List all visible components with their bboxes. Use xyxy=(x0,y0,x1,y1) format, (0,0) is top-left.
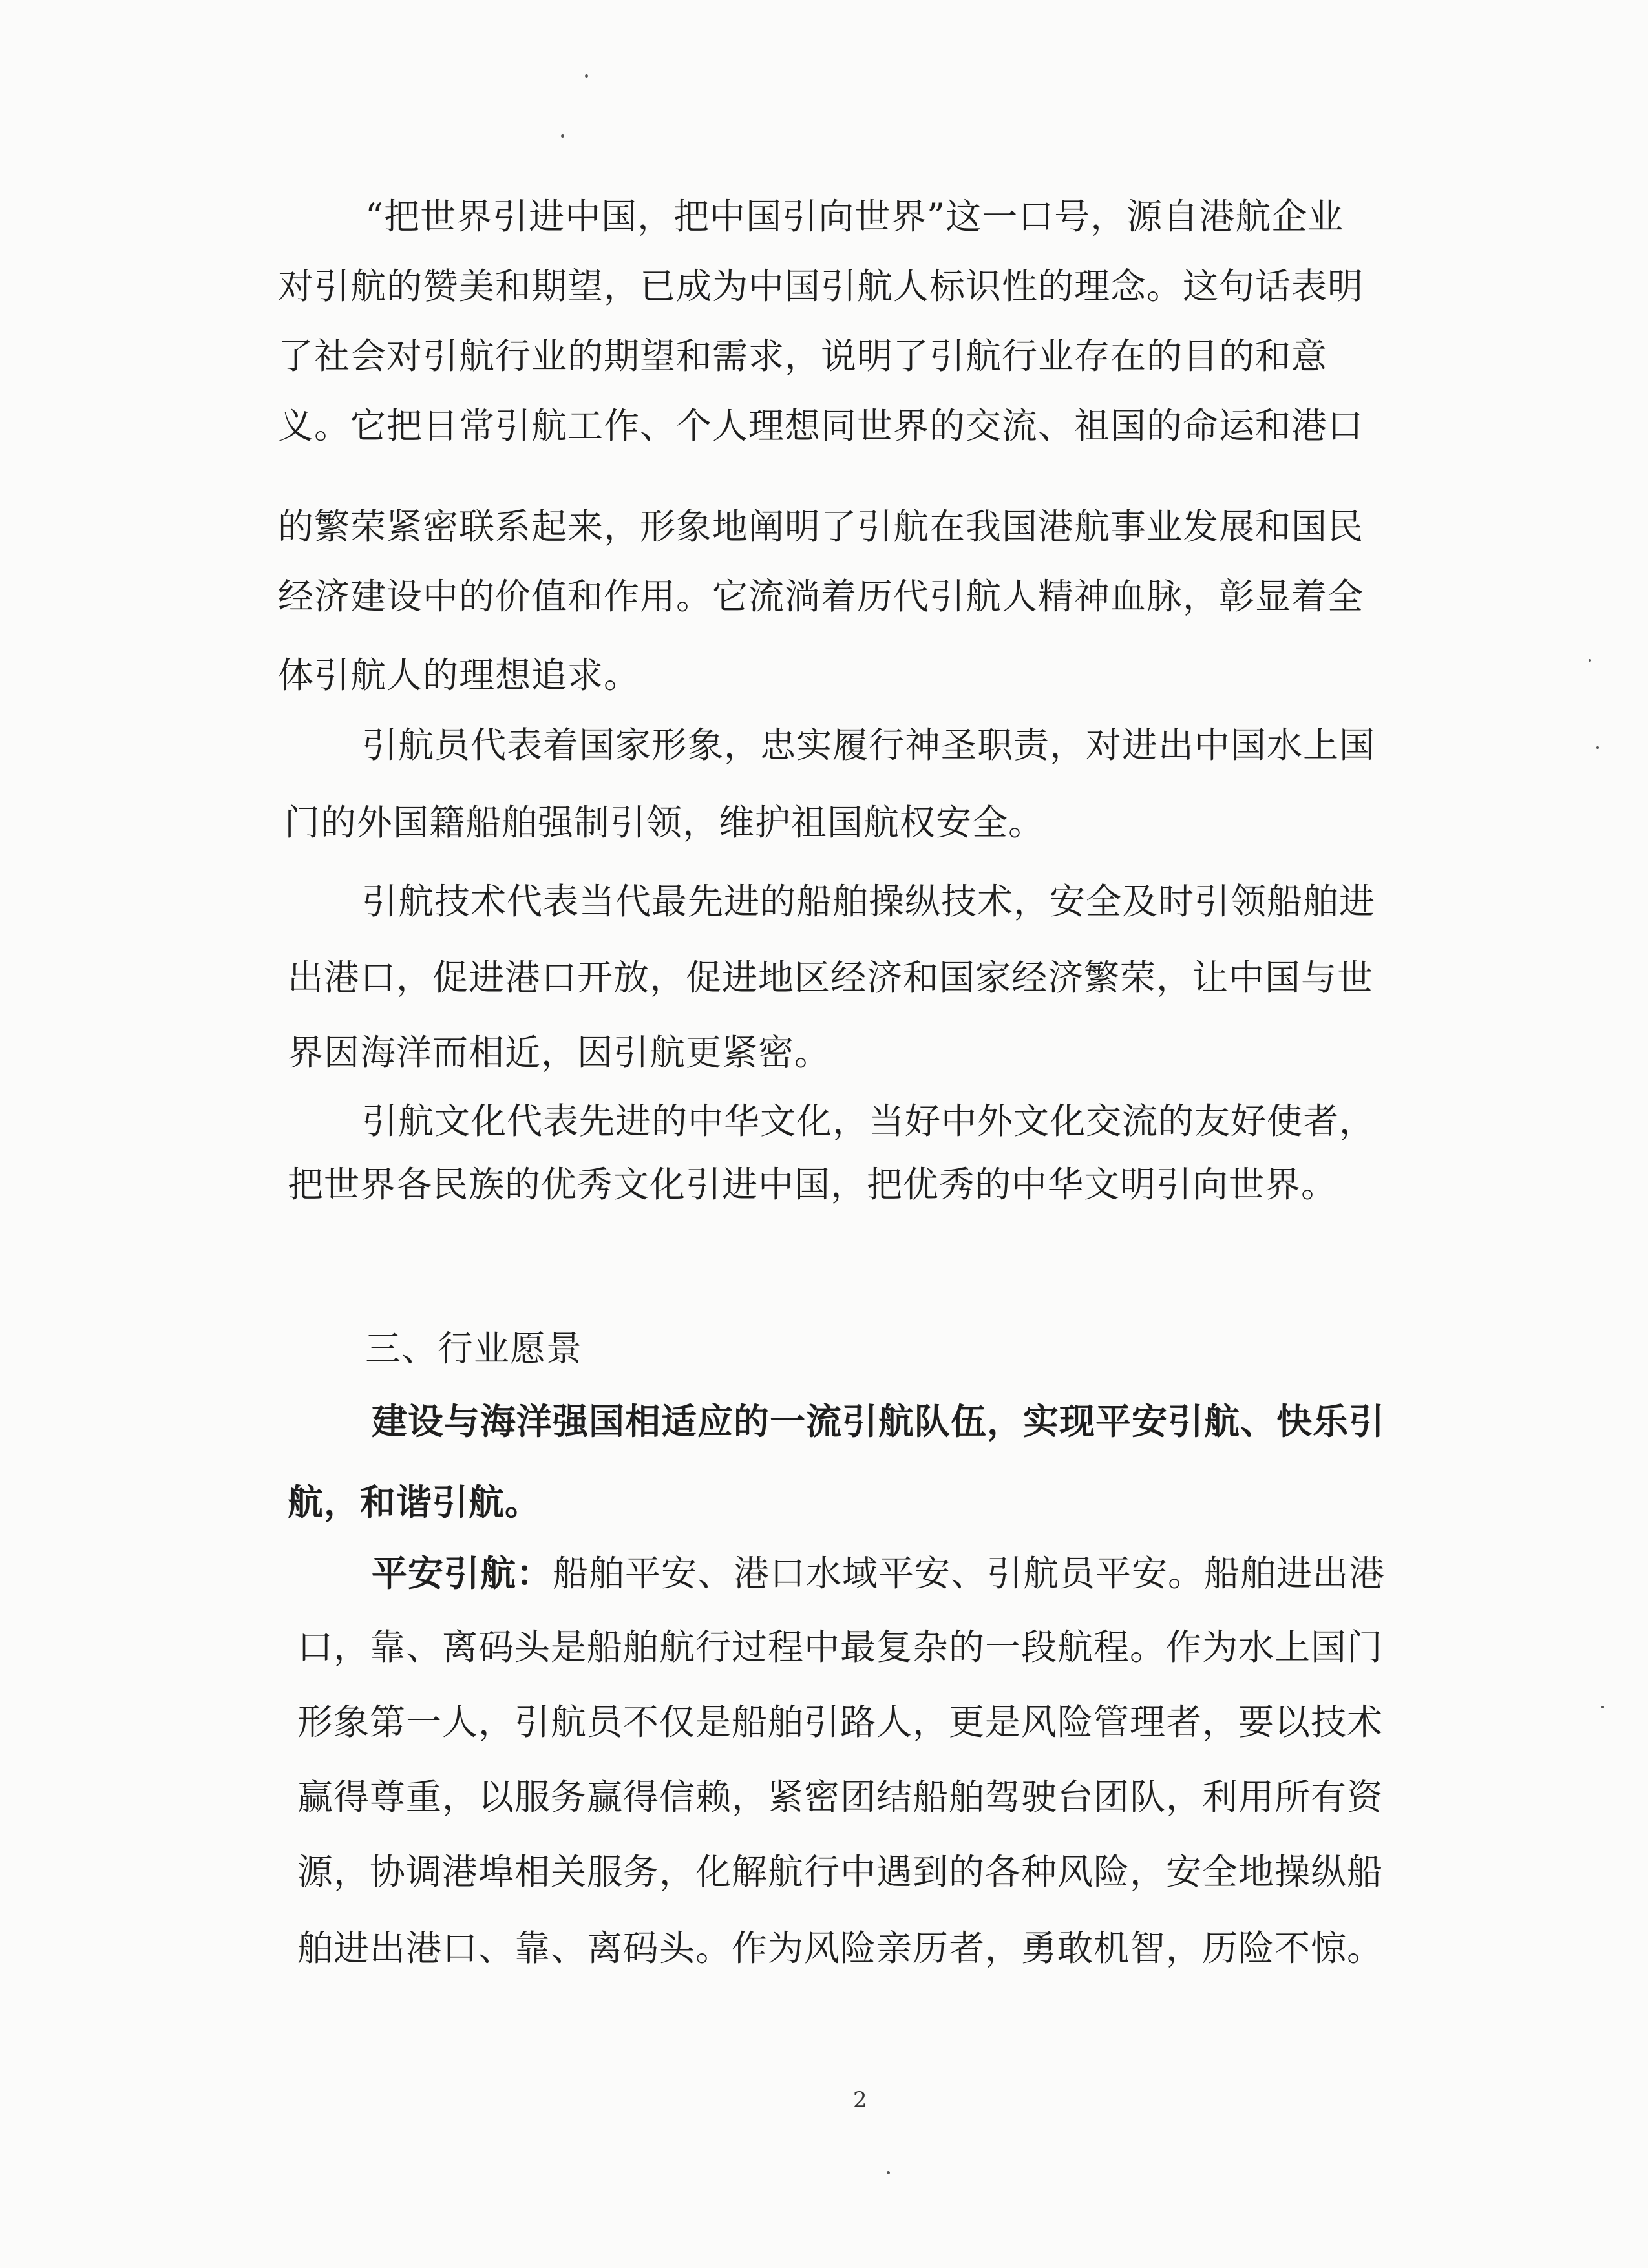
scan-speck xyxy=(1596,746,1599,749)
paragraph-line: 赢得尊重，以服务赢得信赖，紧密团结船舶驾驶台团队，利用所有资 xyxy=(297,1776,1384,1818)
scan-speck xyxy=(887,2171,890,2174)
paragraph-line: 门的外国籍船舶强制引领，维护祖国航权安全。 xyxy=(284,802,1045,843)
paragraph-line xyxy=(372,1551,1385,1596)
paragraph-text: 船舶平安、港口水域平安、引航员平安。船舶进出港 xyxy=(553,1553,1386,1594)
vision-statement-line: 建设与海洋强国相适应的一流引航队伍，实现平安引航、快乐引 xyxy=(372,1400,1386,1442)
paragraph-line: 引航员代表着国家形象，忠实履行神圣职责，对进出中国水上国 xyxy=(362,724,1376,766)
paragraph-line: 把世界各民族的优秀文化引进中国，把优秀的中华文明引向世界。 xyxy=(288,1164,1338,1205)
scan-speck xyxy=(585,74,588,78)
paragraph-line: 经济建设中的价值和作用。它流淌着历代引航人精神血脉，彰显着全 xyxy=(278,576,1364,617)
paragraph-line: 出港口，促进港口开放，促进地区经济和国家经济繁荣，让中国与世 xyxy=(288,957,1374,998)
paragraph-line: 对引航的赞美和期望，已成为中国引航人标识性的理念。这句话表明 xyxy=(278,266,1364,307)
paragraph-line: “把世界引进中国，把中国引向世界”这一口号，源自港航企业 xyxy=(365,196,1344,237)
paragraph-line: 义。它把日常引航工作、个人理想同世界的交流、祖国的命运和港口 xyxy=(278,405,1364,446)
section-heading: 三、行业愿景 xyxy=(365,1328,583,1369)
scan-speck xyxy=(1589,659,1591,662)
paragraph-line: 界因海洋而相近，因引航更紧密。 xyxy=(288,1032,831,1073)
paragraph-line: 的繁荣紧密联系起来，形象地阐明了引航在我国港航事业发展和国民 xyxy=(278,506,1364,547)
vision-statement-line: 航，和谐引航。 xyxy=(288,1481,542,1523)
safe-pilotage-heading: 平安引航： xyxy=(372,1552,553,1594)
paragraph-line: 引航技术代表当代最先进的船舶操纵技术，安全及时引领船舶进 xyxy=(362,881,1376,922)
scan-speck xyxy=(561,134,564,138)
paragraph-line: 形象第一人，引航员不仅是船舶引路人，更是风险管理者，要以技术 xyxy=(297,1701,1384,1743)
paragraph-line: 体引航人的理想追求。 xyxy=(278,655,640,696)
scan-speck xyxy=(1601,1706,1604,1708)
paragraph-line: 了社会对引航行业的期望和需求，说明了引航行业存在的目的和意 xyxy=(278,335,1328,377)
paragraph-line: 口，靠、离码头是船舶航行过程中最复杂的一段航程。作为水上国门 xyxy=(297,1626,1384,1668)
paragraph-line: 引航文化代表先进的中华文化，当好中外文化交流的友好使者， xyxy=(362,1100,1376,1142)
paragraph-line: 舶进出港口、靠、离码头。作为风险亲历者，勇敢机智，历险不惊。 xyxy=(297,1927,1384,1969)
page-number: 2 xyxy=(853,2087,867,2113)
paragraph-line: 源，协调港埠相关服务，化解航行中遇到的各种风险，安全地操纵船 xyxy=(297,1851,1384,1893)
